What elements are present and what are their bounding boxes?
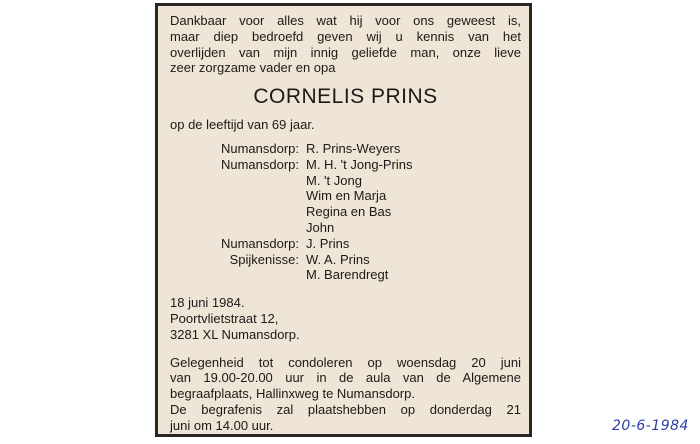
family-place xyxy=(170,220,306,236)
family-row xyxy=(170,188,521,204)
condolence-line: juni om 14.00 uur. xyxy=(170,417,274,433)
family-row xyxy=(170,220,521,236)
condolence-line: Gelegenheid tot condoleren op woensdag 20 juni xyxy=(170,354,521,370)
condolence-paragraph xyxy=(170,355,521,434)
family-person: W. A. Prins xyxy=(306,251,370,267)
family-place: Spijkenisse: xyxy=(229,251,299,267)
family-list xyxy=(170,141,521,283)
deceased-name: CORNELIS PRINS xyxy=(253,85,438,109)
family-person: M. 't Jong xyxy=(306,172,362,188)
family-place xyxy=(170,188,306,204)
condolence-line: De begrafenis zal plaatshebben op donderdag 21 xyxy=(170,401,521,417)
intro-paragraph xyxy=(170,13,521,76)
family-row xyxy=(170,236,521,252)
family-person: J. Prins xyxy=(306,235,350,251)
intro-line: maar diep bedroefd geven wij u kennis van het xyxy=(170,28,521,44)
handwritten-date: 20-6-1984 xyxy=(612,418,689,434)
family-person: John xyxy=(306,219,335,235)
family-person: R. Prins-Weyers xyxy=(306,140,401,156)
age-line: op de leeftijd van 69 jaar. xyxy=(170,117,315,133)
family-row xyxy=(170,252,521,268)
family-person: M. H. 't Jong-Prins xyxy=(306,156,413,172)
intro-line: overlijden van mijn innig geliefde man, onze lieve xyxy=(170,44,521,60)
address-line: 3281 XL Numansdorp. xyxy=(170,326,300,342)
family-person: Wim en Marja xyxy=(306,188,387,204)
address-line: Poortvlietstraat 12, xyxy=(170,310,279,326)
condolence-line: begraafplaats, Hallinxweg te Numansdorp. xyxy=(170,386,415,402)
family-row xyxy=(170,267,521,283)
family-row xyxy=(170,173,521,189)
address-line: 18 juni 1984. xyxy=(170,295,245,311)
family-row xyxy=(170,204,521,220)
family-person: Regina en Bas xyxy=(306,204,392,220)
family-row xyxy=(170,141,521,157)
intro-line: zeer zorgzame vader en opa xyxy=(170,60,336,76)
condolence-line: van 19.00-20.00 uur in de aula van de Algemene xyxy=(170,370,521,386)
family-place: Numansdorp: xyxy=(220,235,299,251)
family-place: Numansdorp: xyxy=(220,156,299,172)
intro-line: Dankbaar voor alles wat hij voor ons geweest is, xyxy=(170,13,521,28)
obituary-clipping xyxy=(155,3,532,437)
family-place xyxy=(170,204,306,220)
family-place xyxy=(170,267,306,283)
family-person: M. Barendregt xyxy=(306,267,389,283)
family-place: Numansdorp: xyxy=(220,140,299,156)
address-block xyxy=(170,295,521,342)
obituary-text xyxy=(170,13,521,434)
family-place xyxy=(170,173,306,189)
family-row xyxy=(170,157,521,173)
